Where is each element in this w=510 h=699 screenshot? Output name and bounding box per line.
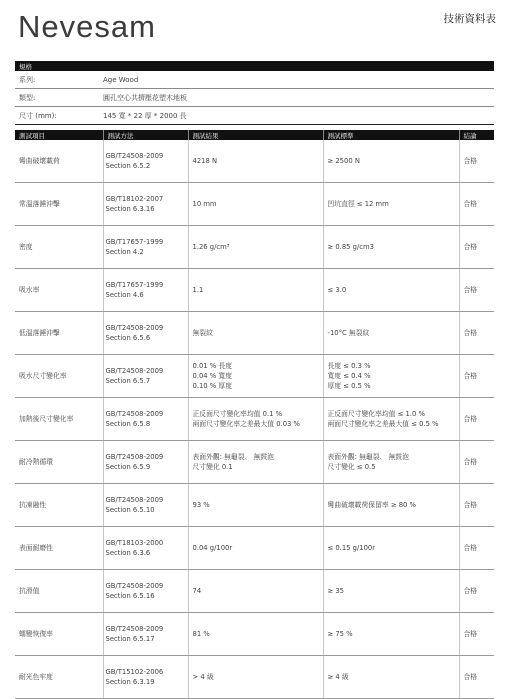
test-method: [103, 527, 188, 570]
test-method: [103, 183, 188, 226]
test-result-line: 兩面尺寸變化率之差最大值 0.03 %: [192, 420, 300, 428]
test-method-line: Section 6.5.2: [105, 162, 151, 170]
table-row: [15, 398, 494, 441]
test-standard-line: 長度 ≤ 0.3 %: [327, 362, 371, 370]
test-method: [103, 269, 188, 312]
test-method-line: Section 6.5.7: [105, 377, 151, 385]
test-conclusion: 合格: [459, 656, 494, 699]
test-method-line: GB/T17657-1999: [105, 281, 164, 289]
test-method: [103, 656, 188, 699]
test-result-line: 74: [192, 587, 202, 595]
test-result-line: 0.10 % 厚度: [192, 382, 233, 390]
test-method-line: Section 6.5.6: [105, 334, 151, 342]
test-conclusion: 合格: [459, 355, 494, 398]
test-method-line: Section 6.5.17: [105, 635, 155, 643]
test-conclusion: 合格: [459, 441, 494, 484]
test-standard-line: ≥ 2500 N: [327, 157, 360, 165]
test-item: 彎曲破壞載荷: [15, 140, 103, 183]
test-item: 吸水尺寸變化率: [15, 355, 103, 398]
test-item: 密度: [15, 226, 103, 269]
test-method: [103, 355, 188, 398]
table-row: [15, 570, 494, 613]
table-row: [15, 355, 494, 398]
spec-title: 規格: [15, 61, 494, 71]
test-method-line: Section 6.5.8: [105, 420, 151, 428]
table-row: [15, 269, 494, 312]
test-standard-line: 尺寸變化 ≤ 0.5: [327, 463, 376, 471]
test-result-line: 4218 N: [192, 157, 218, 165]
spec-header: [15, 61, 494, 71]
test-standard-line: 表面外觀: 無龜裂、 無鼓泡: [327, 453, 409, 461]
test-result-line: 0.04 % 寬度: [192, 372, 233, 380]
test-method-line: GB/T18103-2000: [105, 539, 164, 547]
table-row: [15, 140, 494, 183]
test-standard: [323, 484, 459, 527]
spec-row: [15, 107, 494, 125]
table-row: [15, 484, 494, 527]
test-standard-line: 正反面尺寸變化率均值 ≤ 1.0 %: [327, 410, 425, 418]
test-item: 抗凍融性: [15, 484, 103, 527]
test-method-line: Section 6.5.10: [105, 506, 155, 514]
test-result: [188, 484, 323, 527]
test-standard: [323, 398, 459, 441]
test-method-line: Section 6.5.9: [105, 463, 151, 471]
test-result: [188, 613, 323, 656]
test-method-line: GB/T17657-1999: [105, 238, 164, 246]
test-result-line: 0.04 g/100r: [192, 544, 233, 552]
test-standard: [323, 613, 459, 656]
test-item: 常溫落錘沖擊: [15, 183, 103, 226]
document-type: 技術資料表: [443, 13, 496, 25]
test-result: [188, 140, 323, 183]
test-result: [188, 269, 323, 312]
test-standard-line: 凹坑直徑 ≤ 12 mm: [327, 200, 389, 208]
test-result: [188, 183, 323, 226]
test-method: [103, 570, 188, 613]
test-method: [103, 484, 188, 527]
table-row: [15, 613, 494, 656]
test-method-line: GB/T24508-2009: [105, 410, 164, 418]
test-standard-line: 寬度 ≤ 0.4 %: [327, 372, 371, 380]
test-item: 耐冷熱循環: [15, 441, 103, 484]
spec-row: [15, 89, 494, 107]
brand-logo: Nevesam: [18, 9, 156, 44]
spec-label: 系列:: [15, 71, 103, 89]
test-method-line: Section 6.3.19: [105, 678, 155, 686]
test-standard-line: ≤ 0.15 g/100r: [327, 544, 376, 552]
test-result-line: 1.1: [192, 286, 204, 294]
test-method-line: Section 6.3.6: [105, 549, 151, 557]
spec-value: 圓孔空心共擠壓花塑木地板: [103, 89, 494, 107]
test-result-line: 93 %: [192, 501, 210, 509]
test-result-line: 表面外觀: 無龜裂、 無鼓泡: [192, 453, 274, 461]
test-method-line: Section 4.2: [105, 248, 144, 256]
test-method-line: GB/T24508-2009: [105, 367, 164, 375]
test-standard: [323, 269, 459, 312]
table-row: [15, 226, 494, 269]
test-conclusion: 合格: [459, 226, 494, 269]
test-conclusion: 合格: [459, 570, 494, 613]
test-method-line: GB/T24508-2009: [105, 496, 164, 504]
test-item: 吸水率: [15, 269, 103, 312]
test-result-line: 10 mm: [192, 200, 217, 208]
test-conclusion: 合格: [459, 312, 494, 355]
test-result: [188, 527, 323, 570]
test-result: [188, 355, 323, 398]
test-conclusion: 合格: [459, 269, 494, 312]
test-conclusion: 合格: [459, 613, 494, 656]
column-header-item: 測試項目: [15, 130, 103, 140]
spec-table: [15, 61, 494, 125]
test-table-header: [15, 130, 494, 140]
test-standard-line: 兩面尺寸變化率之差最大值 ≤ 0.5 %: [327, 420, 439, 428]
test-method: [103, 312, 188, 355]
test-method-line: GB/T24508-2009: [105, 625, 164, 633]
column-header-conclusion: 結論: [459, 130, 494, 140]
test-result-line: 無裂紋: [192, 329, 213, 337]
test-result-line: 81 %: [192, 630, 210, 638]
column-header-result: 測試結果: [188, 130, 323, 140]
test-standard: [323, 656, 459, 699]
test-method-line: GB/T24508-2009: [105, 453, 164, 461]
test-conclusion: 合格: [459, 140, 494, 183]
test-standard: [323, 441, 459, 484]
test-result-line: 正反面尺寸變化率均值 0.1 %: [192, 410, 283, 418]
spec-row: [15, 71, 494, 89]
test-item: 低溫落錘沖擊: [15, 312, 103, 355]
test-standard-line: ≥ 75 %: [327, 630, 353, 638]
test-item: 抗滑值: [15, 570, 103, 613]
test-conclusion: 合格: [459, 527, 494, 570]
column-header-method: 測試方法: [103, 130, 188, 140]
test-method-line: GB/T24508-2009: [105, 582, 164, 590]
test-conclusion: 合格: [459, 183, 494, 226]
test-result: [188, 312, 323, 355]
test-method: [103, 613, 188, 656]
test-method-line: GB/T15102-2006: [105, 668, 164, 676]
test-result-line: 尺寸變化 0.1: [192, 463, 233, 471]
test-conclusion: 合格: [459, 398, 494, 441]
test-standard: [323, 355, 459, 398]
test-method-line: Section 6.3.16: [105, 205, 155, 213]
test-item: 表面耐磨性: [15, 527, 103, 570]
test-method: [103, 398, 188, 441]
test-method: [103, 226, 188, 269]
test-standard: [323, 140, 459, 183]
test-item: 加熱後尺寸變化率: [15, 398, 103, 441]
test-item: 耐光色牢度: [15, 656, 103, 699]
test-standard-line: 厚度 ≤ 0.5 %: [327, 382, 371, 390]
test-standard: [323, 527, 459, 570]
test-result-line: 1.26 g/cm³: [192, 243, 230, 251]
test-method-line: Section 4.6: [105, 291, 144, 299]
test-method-line: Section 6.5.16: [105, 592, 155, 600]
test-result: [188, 226, 323, 269]
test-standard-line: ≤ 3.0: [327, 286, 347, 294]
test-standard-line: ≥ 35: [327, 587, 345, 595]
test-table-body: [15, 140, 494, 699]
table-row: [15, 441, 494, 484]
test-standard: [323, 570, 459, 613]
test-item: 蠕變恢復率: [15, 613, 103, 656]
test-result-line: > 4 級: [192, 673, 214, 681]
test-method-line: GB/T24508-2009: [105, 324, 164, 332]
test-result-line: 0.01 % 長度: [192, 362, 233, 370]
test-standard: [323, 312, 459, 355]
table-row: [15, 312, 494, 355]
table-row: [15, 183, 494, 226]
spec-value: Age Wood: [103, 71, 494, 89]
test-result: [188, 570, 323, 613]
test-result: [188, 398, 323, 441]
test-standard-line: -10°C 無裂紋: [327, 329, 370, 337]
spec-label: 類型:: [15, 89, 103, 107]
test-conclusion: 合格: [459, 484, 494, 527]
test-method-line: GB/T24508-2009: [105, 152, 164, 160]
table-row: [15, 656, 494, 699]
test-standard: [323, 226, 459, 269]
test-standard-line: ≥ 0.85 g/cm3: [327, 243, 374, 251]
test-method: [103, 441, 188, 484]
test-standard-line: 彎曲破壞載荷保留率 ≥ 80 %: [327, 501, 416, 509]
test-result: [188, 656, 323, 699]
table-row: [15, 527, 494, 570]
spec-value: 145 寬 * 22 厚 * 2000 長: [103, 107, 494, 125]
test-method-line: GB/T18102-2007: [105, 195, 164, 203]
test-result: [188, 441, 323, 484]
test-standard-line: ≥ 4 級: [327, 673, 349, 681]
spec-label: 尺寸 (mm):: [15, 107, 103, 125]
column-header-standard: 測試標準: [323, 130, 459, 140]
test-standard: [323, 183, 459, 226]
test-results-table: [15, 130, 494, 699]
test-method: [103, 140, 188, 183]
